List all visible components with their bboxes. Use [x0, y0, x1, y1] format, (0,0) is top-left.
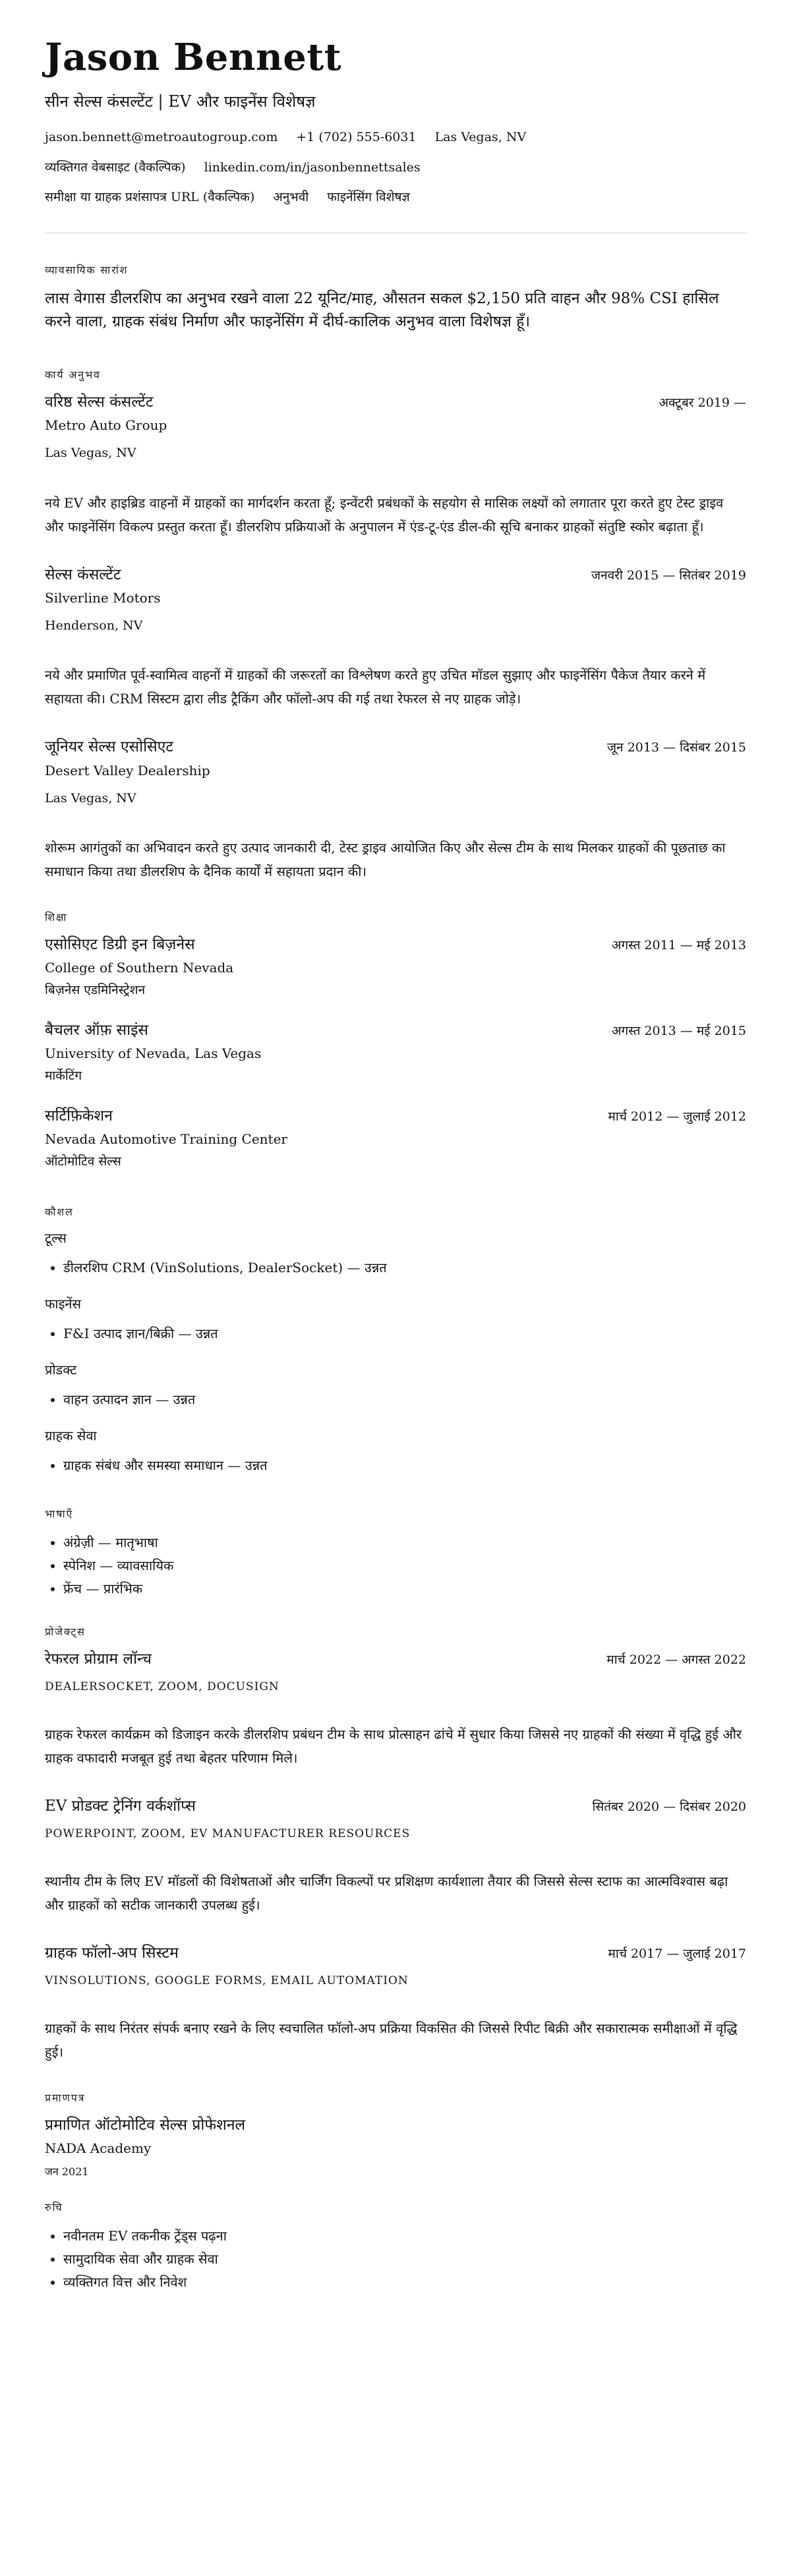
job-dates: अक्टूबर 2019 —: [659, 395, 746, 411]
contact-website[interactable]: व्यक्तिगत वेबसाइट (वैकल्पिक): [45, 160, 186, 175]
skill-group-title: फाइनेंस: [45, 1296, 82, 1312]
contact-review-url[interactable]: समीक्षा या ग्राहक प्रशंसापत्र URL (वैकल्पिक): [45, 190, 255, 205]
contact-linkedin[interactable]: linkedin.com/in/jasonbennettsales: [204, 160, 421, 175]
experience-item: [45, 737, 746, 883]
interest-item: • व्यक्तिगत वित्त और निवेश: [63, 2271, 746, 2294]
degree-dates: मार्च 2012 — जुलाई 2012: [608, 1109, 746, 1124]
languages-section: [45, 1506, 746, 1624]
degree-field: ऑटोमोटिव सेल्स: [45, 1154, 121, 1169]
project-item: [45, 1649, 746, 1770]
degree-title: बैचलर ऑफ़ साइंस: [45, 1021, 148, 1039]
projects-heading: प्रोजेक्ट्स: [45, 1625, 86, 1639]
skill-item: • डीलरशिप CRM (VinSolutions, DealerSocket) — उन्नत: [63, 1256, 746, 1279]
institution-name: University of Nevada, Las Vegas: [45, 1045, 262, 1061]
skill-group: [45, 1427, 746, 1477]
project-title: रेफरल प्रोग्राम लॉन्च: [45, 1651, 152, 1668]
resume-header: [45, 37, 746, 206]
certification-item: [45, 2115, 746, 2179]
skill-group: [45, 1295, 746, 1345]
certification-issuer: NADA Academy: [45, 2140, 152, 2157]
education-item: [45, 1106, 746, 1171]
job-description: नये और प्रमाणित पूर्व-स्वामित्व वाहनों में ग्राहकों की जरूरतों का विश्लेषण करते हुए उचित मॉडल सुझाए और फाइनेंसिंग पैकेज तैयार करने में सहायता की। CRM सिस्टम द्वारा लीड ट्रैकिंग और फॉलो-अप की गई तथा रेफरल से नए ग्राहक जोड़े।: [45, 667, 706, 707]
skill-item: • वाहन उत्पादन ज्ञान — उन्नत: [63, 1388, 746, 1411]
job-location: Henderson, NV: [45, 618, 143, 633]
contact-email[interactable]: jason.bennett@metroautogroup.com: [45, 129, 278, 144]
degree-field: बिज़नेस एडमिनिस्ट्रेशन: [45, 983, 146, 998]
job-dates: जनवरी 2015 — सितंबर 2019: [591, 568, 746, 583]
languages-heading: भाषाएँ: [45, 1508, 74, 1521]
certifications-heading: प्रमाणपत्र: [45, 2092, 86, 2105]
skill-item: • ग्राहक संबंध और समस्या समाधान — उन्नत: [63, 1454, 746, 1477]
projects-section: [45, 1624, 746, 2064]
project-description: ग्राहक रेफरल कार्यक्रम को डिजाइन करके डीलरशिप प्रबंधन टीम के साथ प्रोत्साहन ढांचे में सुधार किया जिससे नए ग्राहकों की संख्या में वृद्धि हुई और ग्राहक वफादारी मजबूत हुई तथा बेहतर परिणाम मिले।: [45, 1726, 742, 1767]
interests-section: [45, 2200, 746, 2294]
project-dates: सितंबर 2020 — दिसंबर 2020: [592, 1800, 746, 1815]
institution-name: College of Southern Nevada: [45, 960, 234, 976]
experience-heading: कार्य अनुभव: [45, 368, 101, 382]
job-dates: जून 2013 — दिसंबर 2015: [607, 740, 746, 755]
job-company: Metro Auto Group: [45, 417, 167, 434]
degree-title: एसोसिएट डिग्री इन बिज़नेस: [45, 936, 195, 954]
certifications-section: [45, 2090, 746, 2179]
education-item: [45, 935, 746, 999]
project-item: [45, 1796, 746, 1917]
skill-group-title: ग्राहक सेवा: [45, 1428, 97, 1444]
experience-section: [45, 367, 746, 883]
summary-section: [45, 262, 746, 334]
summary-text: लास वेगास डीलरशिप का अनुभव रखने वाला 22 यूनिट/माह, औसतन सकल $2,150 प्रति वाहन और 98% CSI हासिल करने वाला, ग्राहक संबंध निर्माण और फाइनेंसिंग में दीर्घ-कालिक अनुभव वाला विशेषज्ञ हूँ।: [45, 289, 719, 331]
job-description: शोरूम आगंतुकों का अभिवादन करते हुए उत्पाद जानकारी दी, टेस्ट ड्राइव आयोजित किए और सेल्स टीम के साथ मिलकर ग्राहकों की पूछताछ का समाधान किया तथा डीलरशिप के दैनिक कार्यों में सहायता प्रदान की।: [45, 840, 726, 880]
job-company: Desert Valley Dealership: [45, 762, 210, 778]
certification-title: प्रमाणित ऑटोमोटिव सेल्स प्रोफेशनल: [45, 2117, 246, 2134]
job-description: नये EV और हाइब्रिड वाहनों में ग्राहकों का मार्गदर्शन करता हूँ; इन्वेंटरी प्रबंधकों के सहयोग से मासिक लक्ष्यों को लगातार पूरा करते हुए टेस्ट ड्राइव और फाइनेंसिंग विकल्प प्रस्तुत करता हूँ। डीलरशिप प्रक्रियाओं के अनुपालन में एंड-टू-एंड डील-की सूचि बनाकर ग्राहकों संतुष्टि स्कोर बढ़ाता हूँ।: [45, 494, 724, 535]
language-item: • अंग्रेज़ी — मातृभाषा: [63, 1531, 746, 1554]
degree-dates: अगस्त 2013 — मई 2015: [612, 1023, 746, 1038]
degree-dates: अगस्त 2011 — मई 2013: [612, 938, 746, 953]
candidate-headline: सीन सेल्स कंसल्टेंट | EV और फाइनेंस विशेषज्ञ: [45, 92, 316, 111]
skill-item: • F&I उत्पाद ज्ञान/बिक्री — उन्नत: [63, 1322, 746, 1345]
project-dates: मार्च 2017 — जुलाई 2017: [608, 1947, 746, 1962]
project-tech: POWERPOINT, ZOOM, EV MANUFACTURER RESOURCES: [45, 1827, 411, 1841]
education-heading: शिक्षा: [45, 911, 68, 924]
skill-group: [45, 1361, 746, 1411]
project-title: ग्राहक फॉलो-अप सिस्टम: [45, 1945, 179, 1962]
contact-phone[interactable]: +1 (702) 555-6031: [296, 129, 417, 144]
degree-field: मार्केटिंग: [45, 1068, 82, 1083]
language-item: • स्पेनिश — व्यावसायिक: [63, 1554, 746, 1577]
interests-heading: रुचि: [45, 2201, 63, 2214]
contact-row-2: [45, 160, 746, 177]
language-item: • फ्रेंच — प्रारंभिक: [63, 1577, 746, 1600]
skills-heading: कौशल: [45, 1206, 74, 1219]
contact-location: Las Vegas, NV: [434, 129, 527, 144]
candidate-name: Jason Bennett: [45, 36, 342, 79]
contact-tag-experienced: अनुभवी: [273, 190, 309, 205]
interest-item: • नवीनतम EV तकनीक ट्रेंड्स पढ़ना: [63, 2225, 746, 2248]
job-location: Las Vegas, NV: [45, 790, 136, 805]
project-tech: VINSOLUTIONS, GOOGLE FORMS, EMAIL AUTOMATION: [45, 1974, 409, 1988]
project-dates: मार्च 2022 — अगस्त 2022: [606, 1653, 746, 1668]
contact-row-3: [45, 189, 746, 206]
interest-item: • सामुदायिक सेवा और ग्राहक सेवा: [63, 2248, 746, 2271]
education-item: [45, 1020, 746, 1085]
job-title: वरिष्ठ सेल्स कंसल्टेंट: [45, 394, 154, 411]
degree-title: सर्टिफ़िकेशन: [45, 1107, 113, 1125]
skill-group-title: टूल्स: [45, 1230, 67, 1246]
contact-row-1: [45, 129, 746, 146]
project-description: स्थानीय टीम के लिए EV मॉडलों की विशेषताओं और चार्जिंग विकल्पों पर प्रशिक्षण कार्यशाला तैयार की जिससे सेल्स स्टाफ का आत्मविश्वास बढ़ा और ग्राहकों को सटीक जानकारी उपलब्ध हुई।: [45, 1873, 728, 1914]
job-title: सेल्स कंसल्टेंट: [45, 566, 121, 583]
skill-group: [45, 1229, 746, 1279]
certification-date: जन 2021: [45, 2165, 89, 2179]
job-company: Silverline Motors: [45, 589, 161, 606]
project-title: EV प्रोडक्ट ट्रेनिंग वर्कशॉप्स: [45, 1798, 196, 1815]
project-tech: DEALERSOCKET, ZOOM, DOCUSIGN: [45, 1680, 279, 1694]
contact-tag-finance: फाइनेंसिंग विशेषज्ञ: [327, 190, 410, 205]
education-section: [45, 910, 746, 1204]
institution-name: Nevada Automotive Training Center: [45, 1130, 287, 1147]
job-location: Las Vegas, NV: [45, 446, 136, 461]
skills-section: [45, 1204, 746, 1506]
experience-item: [45, 565, 746, 711]
skill-group-title: प्रोडक्ट: [45, 1362, 77, 1378]
project-description: ग्राहकों के साथ निरंतर संपर्क बनाए रखने के लिए स्वचालित फॉलो-अप प्रक्रिया विकसित की जिससे रिपीट बिक्री और सकारात्मक समीक्षाओं में वृद्धि हुई।: [45, 2020, 738, 2061]
experience-item: [45, 392, 746, 539]
project-item: [45, 1943, 746, 2064]
summary-heading: व्यावसायिक सारांश: [45, 263, 129, 276]
job-title: जूनियर सेल्स एसोसिएट: [45, 738, 173, 756]
